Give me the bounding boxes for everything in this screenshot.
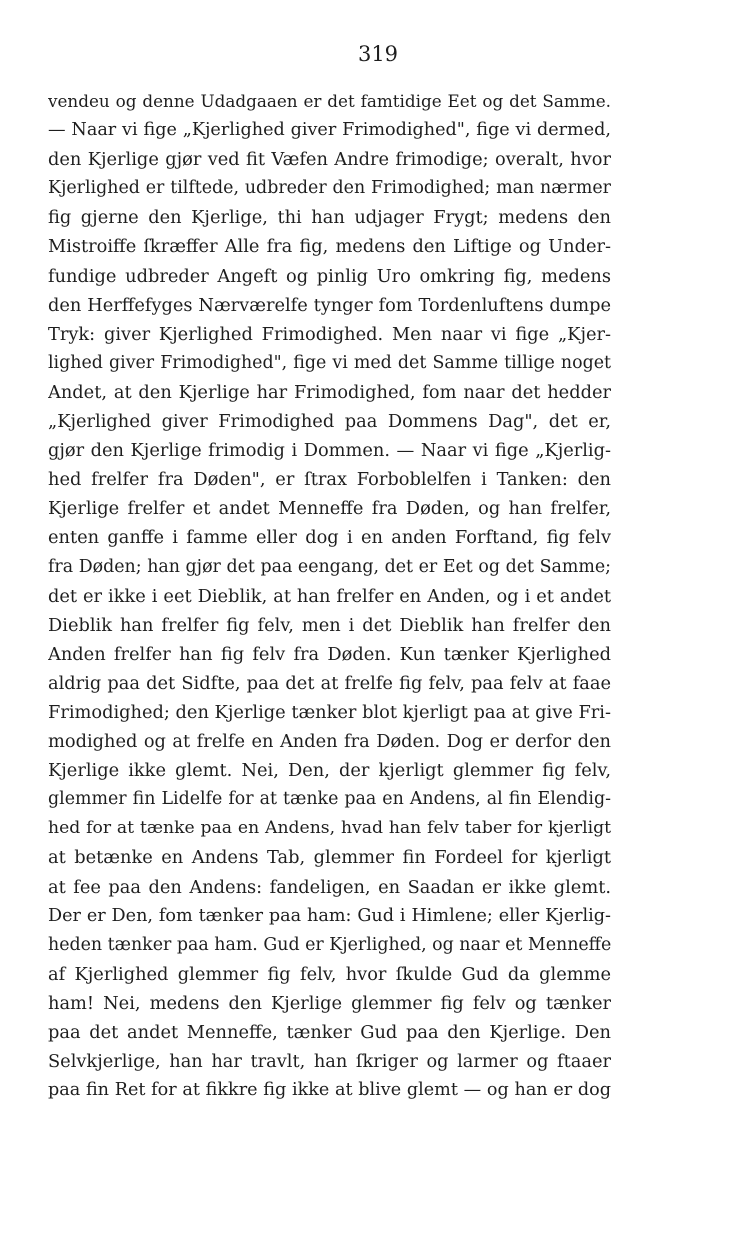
text-line-20: Anden frelfer han fig felv fra Døden. Kun tænker Kjerlighed — [48, 643, 611, 665]
text-line-14: hed frelfer fra Døden", er ſtrax Forboblelfen i Tanken: den — [48, 469, 611, 491]
text-line-29: Der er Den, fom tænker paa ham: Gud i Himlene; eller Kjerlig- — [48, 905, 611, 926]
text-line-34: Selvkjerlige, han har travlt, han ſkriger og larmer og ftaaer — [48, 1051, 611, 1073]
text-line-12: „Kjerlighed giver Frimodighed paa Dommens Dag", det er, — [48, 411, 611, 433]
text-line-32: ham! Nei, medens den Kjerlige glemmer fig felv og tænker — [48, 992, 611, 1014]
text-line-30: heden tænker paa ham. Gud er Kjerlighed, og naar et Menneffe — [48, 934, 611, 955]
text-line-22: Frimodighed; den Kjerlige tænker blot kjerligt paa at give Fri- — [48, 701, 611, 723]
text-line-3: den Kjerlige gjør ved fit Væfen Andre frimodige; overalt, hvor — [48, 149, 611, 171]
text-line-24: Kjerlige ikke glemt. Nei, Den, der kjerligt glemmer fig felv, — [48, 760, 611, 782]
text-line-19: Dieblik han frelfer fig felv, men i det Dieblik han frelfer den — [48, 614, 611, 636]
page-number: 319 — [357, 42, 399, 66]
text-line-17: fra Døden; han gjør det paa eengang, det er Eet og det Samme; — [48, 556, 611, 577]
text-line-6: Mistroiffe ſkræffer Alle fra fig, medens den Liftige og Under- — [48, 236, 611, 258]
text-line-21: aldrig paa det Sidfte, paa det at frelfe fig felv, paa felv at faae — [48, 672, 611, 694]
text-line-27: at betænke en Andens Tab, glemmer fin Fordeel for kjerligt — [48, 847, 611, 869]
text-line-33: paa det andet Menneffe, tænker Gud paa den Kjerlige. Den — [48, 1022, 611, 1043]
text-line-23: modighed og at frelfe en Anden fra Døden. Dog er derfor den — [48, 731, 611, 753]
text-line-25: glemmer fin Lidelfe for at tænke paa en Andens, al fin Elendig- — [48, 789, 611, 810]
text-line-5: fig gjerne den Kjerlige, thi han udjager Frygt; medens den — [48, 207, 611, 229]
text-line-11: Andet, at den Kjerlige har Frimodighed, fom naar det hedder — [48, 381, 611, 403]
text-line-1: vendeu og denne Udadgaaen er det famtidige Eet og det Samme. — [48, 91, 611, 111]
text-line-28: at fee paa den Andens: fandeligen, en Saadan er ikke glemt. — [48, 876, 611, 898]
text-line-8: den Herffefyges Nærværelfe tynger fom Tordenluftens dumpe — [48, 294, 611, 316]
text-line-13: gjør den Kjerlige frimodig i Dommen. — Naar vi fige „Kjerlig- — [48, 440, 611, 462]
body-text — [48, 87, 611, 1105]
text-line-7: fundige udbreder Angeft og pinlig Uro omkring fig, medens — [48, 265, 611, 287]
text-line-15: Kjerlige frelfer et andet Menneffe fra Døden, og han frelfer, — [48, 498, 611, 520]
text-line-2: — Naar vi fige „Kjerlighed giver Frimodighed", fige vi dermed, — [48, 120, 611, 141]
text-line-4: Kjerlighed er tilftede, udbreder den Frimodighed; man nærmer — [48, 178, 611, 199]
text-line-16: enten ganffe i famme eller dog i en anden Forftand, fig felv — [48, 527, 611, 549]
text-line-35: paa fin Ret for at fikkre fig ikke at blive glemt — og han er dog — [48, 1080, 611, 1101]
text-line-18: det er ikke i eet Dieblik, at han frelfer en Anden, og i et andet — [48, 585, 611, 607]
text-line-26: hed for at tænke paa en Andens, hvad han felv taber for kjerligt — [48, 818, 611, 839]
text-line-10: lighed giver Frimodighed", fige vi med det Samme tillige noget — [48, 352, 611, 373]
text-line-31: af Kjerlighed glemmer fig felv, hvor ſkulde Gud da glemme — [48, 963, 611, 985]
text-line-9: Tryk: giver Kjerlighed Frimodighed. Men naar vi fige „Kjer- — [48, 323, 611, 345]
